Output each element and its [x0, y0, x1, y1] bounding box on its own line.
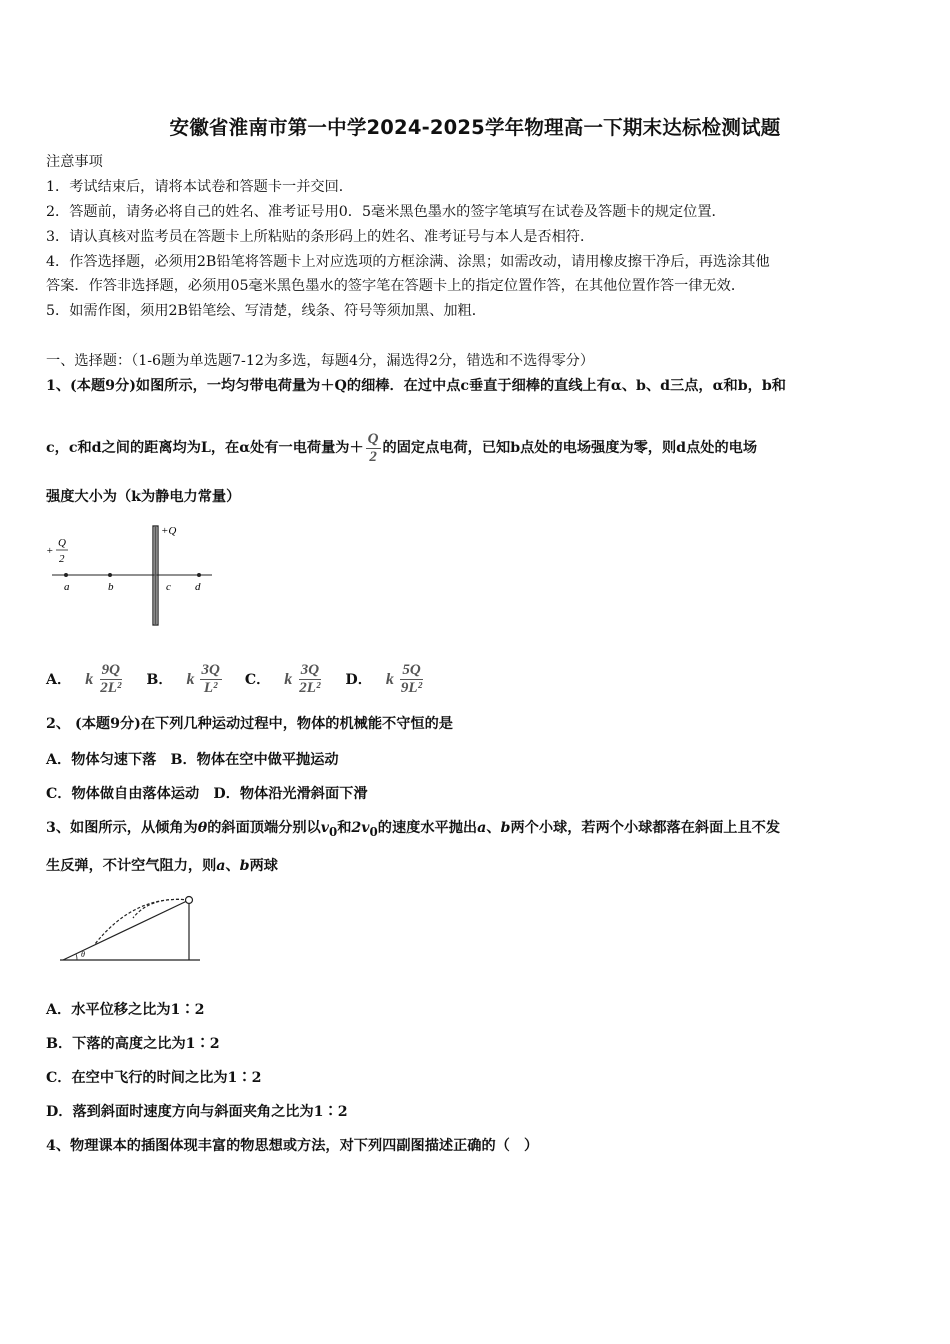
angle-label: θ — [81, 950, 85, 959]
fraction-denominator: 9L² — [400, 680, 423, 696]
fraction-numerator: 5Q — [402, 662, 421, 678]
q3-ball-b: b — [500, 820, 511, 836]
q3-text: 、 — [486, 820, 501, 836]
notice-item: 3．请认真核对监考员在答题卡上所粘贴的条形码上的姓名、准考证号与本人是否相符． — [46, 229, 595, 245]
q3-ball-b: b — [239, 858, 250, 874]
fraction-numerator: 3Q — [201, 662, 220, 678]
q1-stem-line3: 强度大小为（k为静电力常量） — [46, 489, 241, 505]
option-k: k — [385, 670, 394, 688]
q1-stem-text: c，c和d之间的距离均为L，在α处有一电荷量为＋ — [46, 440, 364, 456]
option-k: k — [85, 670, 94, 688]
fraction-denominator: 2 — [369, 448, 377, 465]
q1-option-b[interactable] — [146, 662, 224, 697]
q3-ball-a: a — [216, 858, 226, 874]
q3-option-c[interactable]: C．在空中飞行的时间之比为1∶2 — [46, 1070, 262, 1086]
q1-option-c[interactable] — [245, 662, 325, 697]
q3-text: 的斜面顶端分别以 — [207, 820, 321, 836]
q1-option-d[interactable] — [345, 662, 426, 697]
fraction-denominator: 2L² — [299, 680, 321, 696]
q4-stem: 4、物理课本的插图体现丰富的物思想或方法，对下列四副图描述正确的（ ） — [46, 1138, 539, 1154]
label-c: c — [166, 581, 171, 593]
charge-sign: + — [46, 545, 54, 557]
q3-theta: θ — [197, 820, 208, 836]
q2-stem: 2、 (本题9分)在下列几种运动过程中，物体的机械能不守恒的是 — [46, 716, 453, 732]
point-d — [197, 573, 201, 577]
q2-options-row1[interactable]: A．物体匀速下落 B．物体在空中做平抛运动 — [46, 752, 339, 768]
point-a — [64, 573, 68, 577]
q2-options-row2[interactable]: C．物体做自由落体运动 D．物体沿光滑斜面下滑 — [46, 786, 368, 802]
option-label: D． — [345, 671, 372, 688]
q3-option-d[interactable]: D．落到斜面时速度方向与斜面夹角之比为1∶2 — [46, 1104, 348, 1120]
q3-v0: v — [320, 820, 329, 836]
q1-stem-text: 的固定点电荷，已知b点处的电场强度为零，则d点处的电场 — [382, 440, 758, 456]
option-label: C． — [244, 671, 271, 688]
option-fraction — [399, 662, 424, 697]
fraction-numerator: Q — [367, 430, 379, 447]
q3-2v0-sub: 0 — [369, 824, 378, 839]
q3-text: 的速度水平抛出 — [377, 820, 478, 836]
q3-text: 两球 — [249, 858, 278, 874]
page-title: 安徽省淮南市第一中学2024-2025学年物理高一下期末达标检测试题 — [169, 116, 781, 139]
ball-icon — [186, 897, 193, 904]
option-k: k — [186, 670, 195, 688]
label-a: a — [64, 581, 70, 593]
q3-text: 和 — [337, 820, 352, 836]
point-b — [108, 573, 112, 577]
q3-2v0: 2v — [351, 820, 370, 836]
trajectory-a — [133, 899, 189, 918]
q3-stem-line1 — [46, 818, 780, 842]
fraction-denominator: 2L² — [100, 680, 122, 696]
q3-v0-sub: 0 — [328, 824, 338, 839]
label-b: b — [108, 581, 114, 593]
q1-charge-fraction — [366, 431, 381, 466]
q1-stem-line2 — [46, 428, 757, 468]
notice-item: 答案．作答非选择题，必须用05毫米黑色墨水的签字笔在答题卡上的指定位置作答，在其他位置作答一律无效． — [46, 278, 746, 294]
q3-figure — [55, 892, 205, 967]
charge-denominator: 2 — [59, 553, 65, 565]
q3-option-a[interactable]: A．水平位移之比为1∶2 — [46, 1002, 205, 1018]
option-fraction — [98, 662, 123, 697]
option-k: k — [284, 670, 293, 688]
q3-text: 生反弹，不计空气阻力，则 — [46, 858, 217, 874]
notice-item: 5．如需作图，须用2B铅笔绘、写清楚，线条、符号等须加黑、加粗． — [46, 303, 486, 319]
q1-option-a[interactable] — [46, 662, 125, 697]
notice-item: 2．答题前，请务必将自己的姓名、准考证号用0．5毫米黑色墨水的签字笔填写在试卷及答题卡的规定位置． — [46, 204, 726, 220]
q3-text: 、 — [225, 858, 240, 874]
label-d: d — [195, 581, 201, 593]
rod-label: +Q — [161, 525, 177, 537]
fraction-numerator: 9Q — [101, 662, 120, 678]
q1-figure — [40, 520, 230, 630]
q3-ball-a: a — [477, 820, 487, 836]
notice-heading: 注意事项 — [46, 154, 103, 170]
fraction-numerator: 3Q — [300, 662, 320, 678]
option-label: B． — [146, 671, 173, 688]
q1-options — [46, 662, 442, 697]
notice-item: 4．作答选择题，必须用2B铅笔将答题卡上对应选项的方框涂满、涂黑；如需改动，请用橡皮擦干净后，再选涂其他 — [46, 254, 770, 270]
q1-stem-line1: 1、(本题9分)如图所示，一均匀带电荷量为＋Q的细棒．在过中点c垂直于细棒的直线上有α、b、d三点，α和b，b和 — [46, 378, 786, 394]
fraction-denominator: L² — [203, 680, 218, 696]
option-fraction — [200, 662, 222, 697]
angle-arc — [76, 954, 77, 960]
q3-text: 3、如图所示，从倾角为 — [46, 820, 198, 836]
q3-stem-line2 — [46, 856, 278, 876]
q3-text: 两个小球，若两个小球都落在斜面上且不发 — [510, 820, 781, 836]
charge-numerator: Q — [58, 537, 66, 549]
charged-rod-fill — [154, 526, 156, 625]
option-fraction — [297, 662, 322, 697]
q3-option-b[interactable]: B．下落的高度之比为1∶2 — [46, 1036, 220, 1052]
notice-item: 1．考试结束后，请将本试卷和答题卡一并交回． — [46, 179, 353, 195]
section-heading: 一、选择题：（1-6题为单选题7-12为多选，每题4分，漏选得2分，错选和不选得零分） — [46, 353, 595, 369]
option-label: A． — [46, 671, 72, 688]
